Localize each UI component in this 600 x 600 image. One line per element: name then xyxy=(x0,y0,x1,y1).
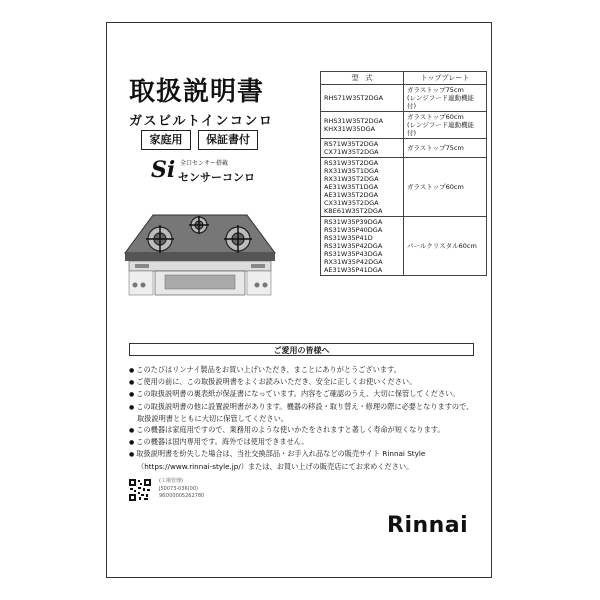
notes-list xyxy=(129,364,477,472)
note-item: ● この機器は国内専用です。海外では使用できません。 xyxy=(129,436,477,448)
si-sensor-logo xyxy=(151,157,255,184)
top-plate-header: トッププレート xyxy=(404,72,487,85)
notice-title: ご愛用の皆様へ xyxy=(129,343,474,356)
document-title: 取扱説明書 xyxy=(129,77,265,107)
document-subtitle: ガスビルトインコンロ xyxy=(129,114,274,129)
barcode-number: 96D00005262780 xyxy=(159,493,205,499)
household-badge: 家庭用 xyxy=(141,130,191,150)
top-plate-type: ガラストップ60cm (レンジフード連動機能付) xyxy=(404,112,487,139)
document-codes xyxy=(159,478,204,501)
si-logo-text: センサーコンロ xyxy=(178,171,255,184)
top-plate-type: パールクリスタル60cm xyxy=(404,217,487,276)
model-numbers: RHS71W35T2DGA xyxy=(321,85,404,112)
model-numbers: RS31W35P39DGA RS31W35P40DGA RS31W35P41D RS31W35P42DGA RS31W35P43DGA RX31W35P42DGA AE31W35P41DGA xyxy=(321,217,404,276)
document-number: J50073-036(00) xyxy=(159,485,198,492)
model-row xyxy=(321,139,487,158)
note-item: ● この取扱説明書の裏表紙が保証書になっています。内容をご確認のうえ、大切に保管してください。 xyxy=(129,388,477,400)
model-header: 型 式 xyxy=(321,72,404,85)
qr-code-icon xyxy=(129,479,151,501)
warranty-badge: 保証書付 xyxy=(198,130,258,150)
gas-cooktop-illustration xyxy=(115,211,285,301)
si-mark: Si xyxy=(151,157,176,183)
manual-cover xyxy=(106,22,492,578)
model-row xyxy=(321,158,487,217)
si-tagline: 全口センサー搭載 xyxy=(180,160,229,167)
factory-code-label: (工場管理) xyxy=(159,478,183,484)
top-plate-type: ガラストップ75cm xyxy=(404,139,487,158)
model-numbers: RS31W35T2DGA RX31W35T1DGA RX31W35T2DGA AE31W35T1DGA AE31W35T2DGA CX31W35T2DGA KBE61W35T2DGA xyxy=(321,158,404,217)
model-numbers: RS71W35T2DGA CX71W35T2DGA xyxy=(321,139,404,158)
model-row xyxy=(321,112,487,139)
note-item: ● このたびはリンナイ製品をお買い上げいただき、まことにありがとうございます。 xyxy=(129,364,477,376)
model-row xyxy=(321,217,487,276)
note-item: ● 取扱説明書を紛失した場合は、当社交換部品・お手入れ品などの販売サイト Rinnai Style（https://www.rinnai-style.jp/）または、お買い上げの販売店にてお求めください。 xyxy=(129,448,477,471)
note-item: ● ご使用の前に、この取扱説明書をよくお読みいただき、安全に正しくお使いください。 xyxy=(129,376,477,388)
note-item: ● この取扱説明書の他に設置説明書があります。機器の移設・取り替え・修理の際に必要となりますので、取扱説明書とともに大切に保管してください。 xyxy=(129,401,477,424)
rinnai-logo: Rinnai xyxy=(387,513,469,538)
note-item: ● この機器は家庭用ですので、業務用のような使いかたをされますと著しく寿命が短くなります。 xyxy=(129,424,477,436)
model-table xyxy=(320,71,487,276)
top-plate-type: ガラストップ60cm xyxy=(404,158,487,217)
top-plate-type: ガラストップ75cm (レンジフード連動機能付) xyxy=(404,85,487,112)
model-row xyxy=(321,85,487,112)
model-numbers: RHS31W35T2DGA KHX31W35DGA xyxy=(321,112,404,139)
